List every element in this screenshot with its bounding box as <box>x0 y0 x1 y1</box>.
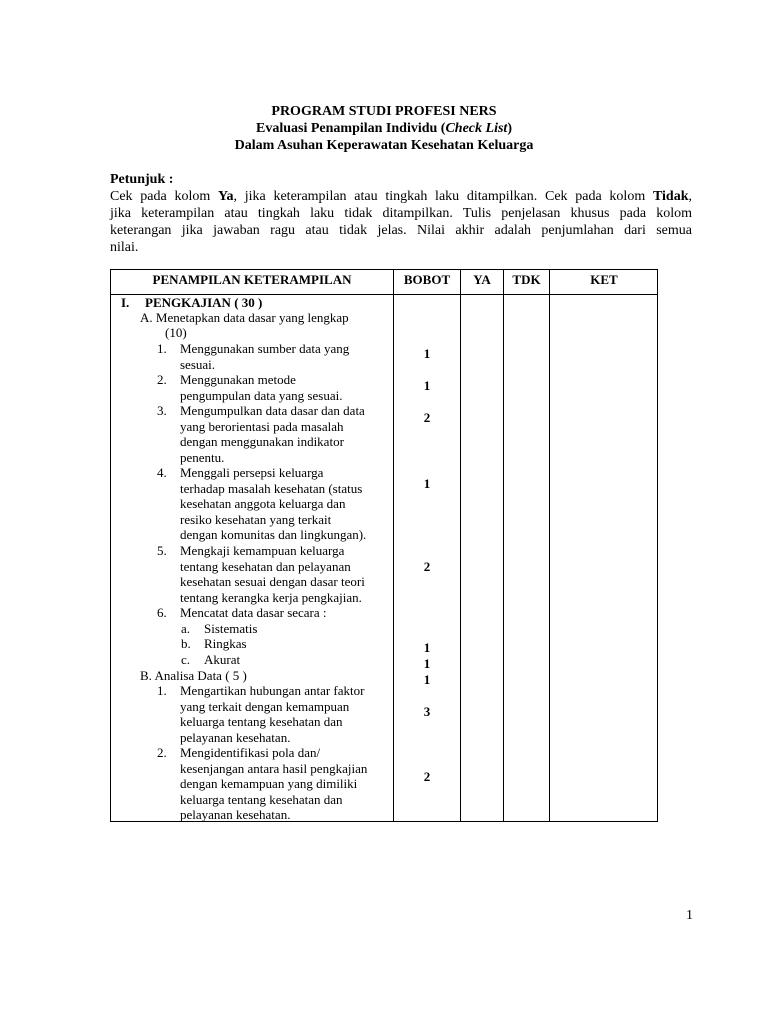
program-title: PROGRAM STUDI PROFESI NERS <box>271 104 497 119</box>
a-item-number: 6. <box>157 605 167 620</box>
a-item-text: tentang kesehatan dan pelayanan <box>180 558 351 574</box>
b-item-text: keluarga tentang kesehatan dan <box>180 791 343 807</box>
header-ket: KET <box>590 272 618 287</box>
a-item-text: dengan komunitas dan lingkungan). <box>180 527 367 542</box>
b-item-text: dengan kemampuan yang dimiliki <box>180 776 358 791</box>
subsection-b-title: B. Analisa Data ( 5 ) <box>140 668 247 683</box>
checklist-table <box>110 269 658 822</box>
evaluation-title: Evaluasi Penampilan Individu (Check List) <box>256 121 512 136</box>
a-item-bobot: 2 <box>423 559 431 574</box>
subsection-a-title: A. Menetapkan data dasar yang lengkap <box>140 310 349 325</box>
b-item-text: pelayanan kesehatan. <box>180 729 291 745</box>
header-ya: YA <box>473 272 491 287</box>
a-item-text: kesehatan sesuai dengan dasar teori <box>180 574 365 589</box>
a-item-number: 4. <box>157 465 167 480</box>
subitem-text: Sistematis <box>204 621 258 636</box>
a-item-text: Menggunakan metode <box>180 372 296 387</box>
subitem-letter: a. <box>181 621 191 636</box>
a-item-number: 1. <box>157 341 167 356</box>
subsection-a-weight: (10) <box>165 325 187 340</box>
col-divider <box>460 270 461 821</box>
a-item-text: Mengkaji kemampuan keluarga <box>180 543 345 558</box>
instructions-heading: Petunjuk : <box>110 172 174 187</box>
b-item-text: Mengartikan hubungan antar faktor <box>180 683 365 698</box>
subitem-letter: c. <box>181 652 191 667</box>
b-item-text: kesenjangan antara hasil pengkajian <box>180 760 368 776</box>
subtitle: Dalam Asuhan Keperawatan Kesehatan Keluarga <box>234 138 534 153</box>
a-item-number: 3. <box>157 403 167 418</box>
instructions-line-1: Cek pada kolom Ya, jika keterampilan atau tingkah laku ditampilkan. Cek pada kolom Tidak, <box>110 189 692 204</box>
col-divider <box>503 270 504 821</box>
a-item-number: 2. <box>157 372 167 387</box>
a-item-text: Menggunakan sumber data yang <box>180 341 350 356</box>
subitem-bobot: 1 <box>423 656 431 671</box>
page-number: 1 <box>686 908 693 923</box>
a-item-text: pengumpulan data yang sesuai. <box>180 387 343 403</box>
b-item-text: Mengidentifikasi pola dan/ <box>180 745 321 760</box>
a-item-text: yang berorientasi pada masalah <box>180 418 344 434</box>
subitem-bobot: 1 <box>423 672 431 687</box>
instructions-line-4: nilai. <box>110 240 139 255</box>
a-item-text: Menggali persepsi keluarga <box>180 465 324 480</box>
a-item-text: kesehatan anggota keluarga dan <box>180 496 346 511</box>
b-item-number: 1. <box>157 683 167 698</box>
subitem-text: Akurat <box>204 652 241 667</box>
b-item-text: yang terkait dengan kemampuan <box>180 698 350 714</box>
a-item-text: dengan menggunakan indikator <box>180 434 344 449</box>
a-item-bobot: 1 <box>423 378 431 393</box>
subitem-text: Ringkas <box>204 636 247 651</box>
subitem-bobot: 1 <box>423 640 431 655</box>
a-item-text: terhadap masalah kesehatan (status <box>180 480 363 496</box>
header-bobot: BOBOT <box>403 272 451 287</box>
a-item-text: Mencatat data dasar secara : <box>180 605 327 620</box>
b-item-text: keluarga tentang kesehatan dan <box>180 714 343 729</box>
col-divider <box>549 270 550 821</box>
b-item-bobot: 2 <box>423 769 431 784</box>
a-item-text: Mengumpulkan data dasar dan data <box>180 403 365 418</box>
a-item-text: tentang kerangka kerja pengkajian. <box>180 589 362 605</box>
a-item-bobot: 2 <box>423 410 431 425</box>
section-title: PENGKAJIAN ( 30 ) <box>145 295 263 310</box>
a-item-bobot: 1 <box>423 476 431 491</box>
b-item-bobot: 3 <box>423 704 431 719</box>
header-tdk: TDK <box>512 272 541 287</box>
a-item-text: resiko kesehatan yang terkait <box>180 511 332 527</box>
a-item-bobot: 1 <box>423 346 431 361</box>
a-item-text: penentu. <box>180 449 225 465</box>
b-item-number: 2. <box>157 745 167 760</box>
section-number: I. <box>121 295 130 310</box>
subitem-letter: b. <box>181 636 191 651</box>
instructions-line-2: jika keterampilan atau tingkah laku tidak ditampilkan. Tulis penjelasan khusus pada kolom <box>110 206 692 221</box>
header-penampilan: PENAMPILAN KETERAMPILAN <box>152 272 352 287</box>
a-item-text: sesuai. <box>180 356 216 372</box>
a-item-number: 5. <box>157 543 167 558</box>
b-item-text: pelayanan kesehatan. <box>180 807 291 822</box>
instructions-text <box>110 188 692 256</box>
instructions-line-3: keterangan jika jawaban ragu atau tidak jelas. Nilai akhir adalah penjumlahan dari semua <box>110 223 692 238</box>
